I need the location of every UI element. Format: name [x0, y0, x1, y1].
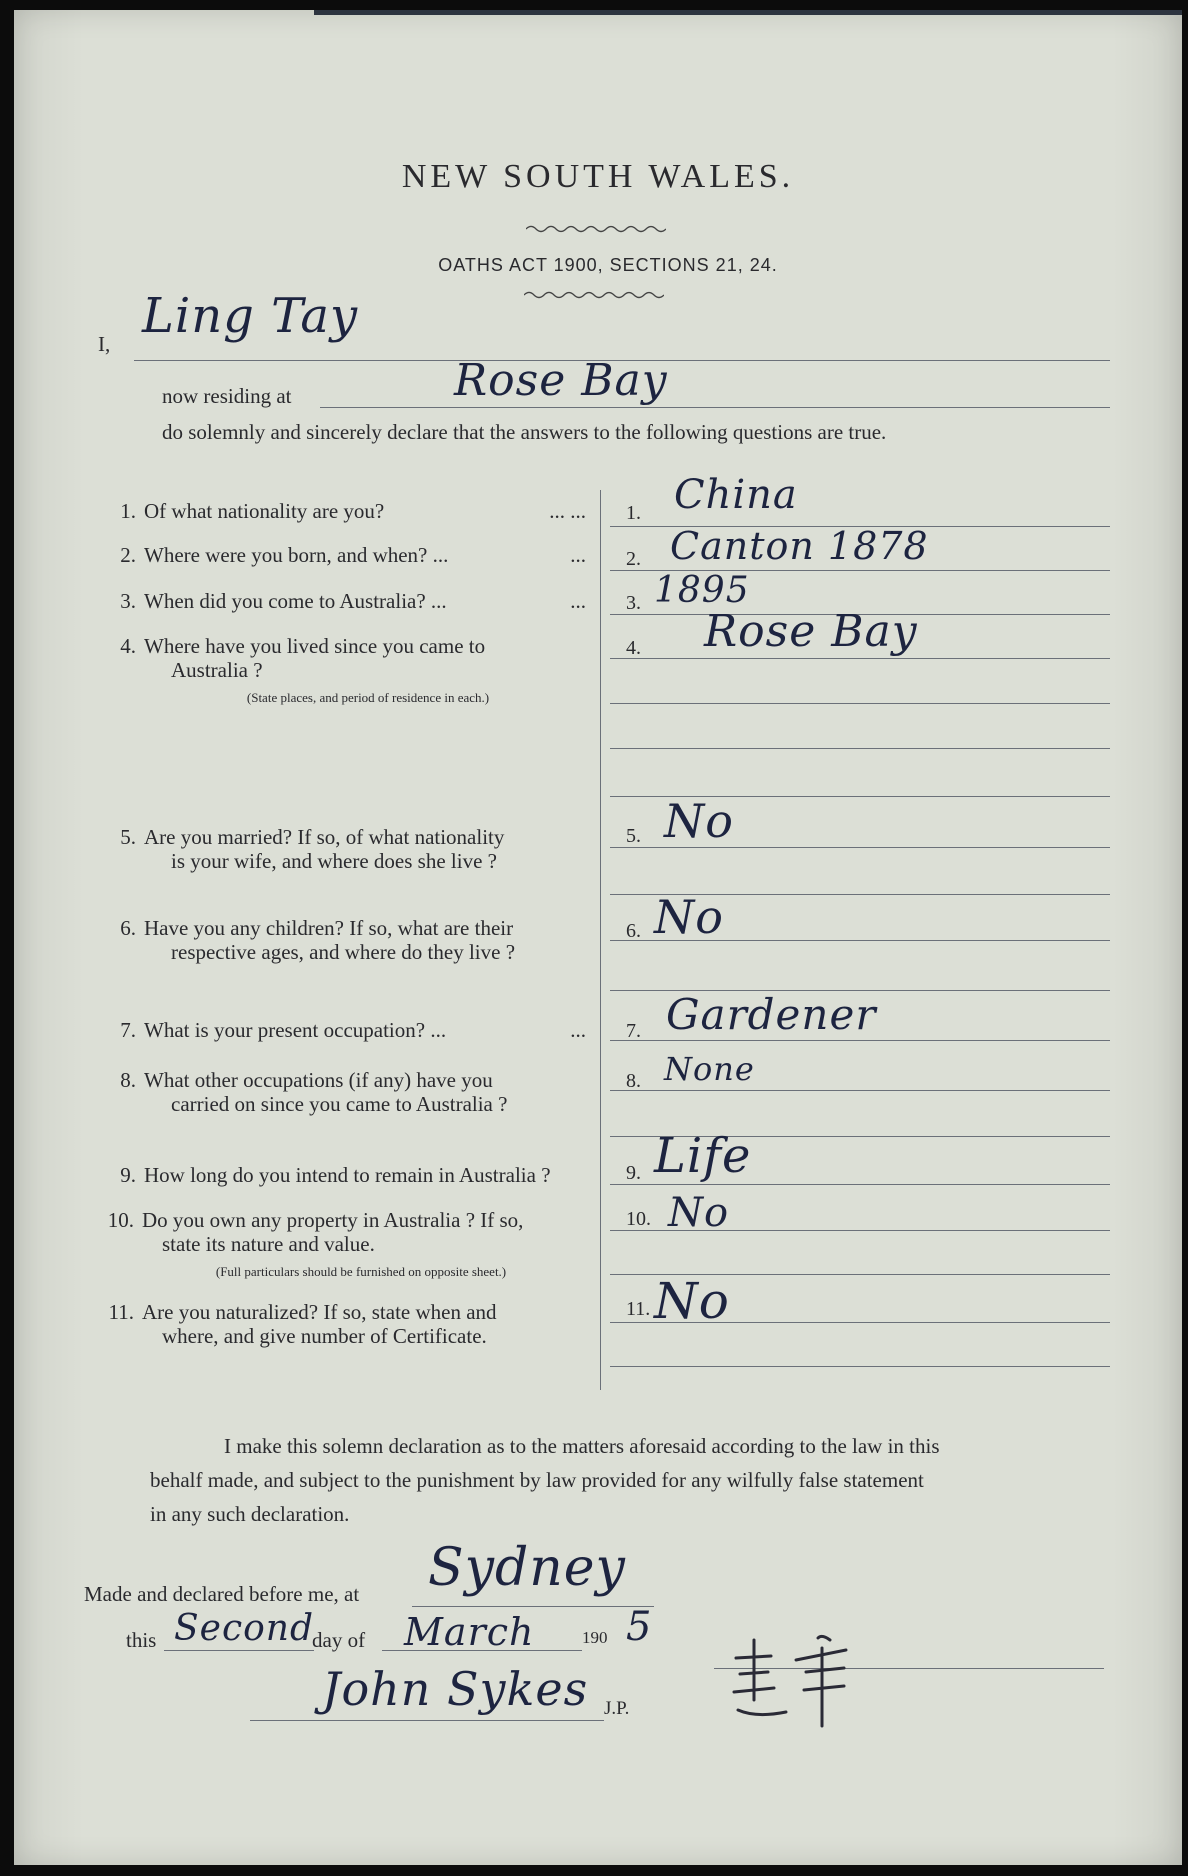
- question-11: 11. Are you naturalized? If so, state when and where, and give number of Certificate.: [108, 1300, 497, 1348]
- answer-num-7: 7.: [626, 1020, 641, 1042]
- answer-line-11b: [610, 1366, 1110, 1367]
- made-month: March: [404, 1610, 535, 1654]
- answer-7: Gardener: [666, 990, 877, 1039]
- made-place: Sydney: [428, 1538, 626, 1598]
- day-line: [164, 1650, 314, 1651]
- declare-text: do solemnly and sincerely declare that the answers to the following questions are true.: [162, 420, 887, 444]
- top-edge: [314, 10, 1182, 15]
- answer-num-10: 10.: [626, 1208, 651, 1230]
- residing-label: now residing at: [162, 384, 292, 408]
- answer-num-5: 5.: [626, 825, 641, 847]
- answer-9: Life: [654, 1128, 752, 1184]
- answer-line-8: [610, 1090, 1110, 1091]
- declaration-line-3: in any such declaration.: [150, 1502, 350, 1526]
- answer-num-4: 4.: [626, 637, 641, 659]
- answer-4: Rose Bay: [704, 606, 918, 657]
- month-line: [382, 1650, 582, 1651]
- answer-11: No: [654, 1272, 730, 1330]
- question-9: 9. How long do you intend to remain in Australia ?: [120, 1163, 551, 1187]
- answer-num-11: 11.: [626, 1298, 651, 1320]
- answer-5: No: [664, 794, 734, 848]
- answer-num-2: 2.: [626, 548, 641, 570]
- answer-line-4c: [610, 748, 1110, 749]
- year-prefix: 190: [582, 1628, 608, 1647]
- answer-line-4: [610, 658, 1110, 659]
- answer-line-4b: [610, 703, 1110, 704]
- answer-3: 1895: [654, 570, 750, 611]
- chinese-signature-mark: [726, 1630, 856, 1730]
- answer-num-1: 1.: [626, 502, 641, 524]
- answer-num-9: 9.: [626, 1162, 641, 1184]
- residence-line: [320, 407, 1110, 408]
- answer-8: None: [664, 1050, 755, 1088]
- act-reference: OATHS ACT 1900, SECTIONS 21, 24.: [438, 255, 778, 275]
- declaration-line-2: behalf made, and subject to the punishment by law provided for any wilfully false statement: [150, 1468, 924, 1492]
- answer-line-9: [610, 1184, 1110, 1185]
- answer-num-6: 6.: [626, 920, 641, 942]
- answer-2: Canton 1878: [670, 524, 929, 568]
- made-label: Made and declared before me, at: [84, 1582, 360, 1606]
- document-page: [14, 10, 1182, 1865]
- residence: Rose Bay: [454, 355, 668, 406]
- ornament-rule-lower: [524, 290, 664, 300]
- declarant-prefix: I,: [98, 332, 111, 356]
- made-day: Second: [174, 1608, 315, 1649]
- answer-10: No: [668, 1190, 730, 1236]
- page-title: NEW SOUTH WALES.: [401, 158, 795, 195]
- place-line: [412, 1606, 654, 1607]
- question-10: 10. Do you own any property in Australia ? If so, state its nature and value. (Full particulars should be furnished on opposite sheet.): [107, 1208, 524, 1279]
- column-divider: [600, 490, 601, 1390]
- answer-num-8: 8.: [626, 1070, 641, 1092]
- signature-line: [250, 1720, 604, 1721]
- declarant-name: Ling Tay: [142, 288, 359, 344]
- jp-label: J.P.: [604, 1698, 630, 1719]
- day-of-label: day of: [312, 1628, 366, 1652]
- question-7: 7. What is your present occupation? ... ...: [120, 1018, 586, 1042]
- question-3: 3. When did you come to Australia? ... ...: [120, 589, 586, 613]
- question-2: 2. Where were you born, and when? ... ...: [120, 543, 586, 567]
- answer-1: China: [674, 472, 798, 518]
- answer-line-7: [610, 1040, 1110, 1041]
- question-5: 5. Are you married? If so, of what nationality is your wife, and where does she live ?: [120, 825, 505, 873]
- question-1: 1. Of what nationality are you? ... ...: [120, 499, 586, 523]
- declaration-line-1: I make this solemn declaration as to the matters aforesaid according to the law in this: [224, 1434, 940, 1458]
- question-6: 6. Have you any children? If so, what are their respective ages, and where do they live ?: [120, 916, 516, 964]
- year-suffix: 5: [626, 1604, 653, 1650]
- ornament-rule: [526, 224, 666, 234]
- this-label: this: [126, 1628, 157, 1652]
- jp-signature: John Sykes: [322, 1662, 589, 1716]
- answer-6: No: [654, 890, 724, 944]
- answer-num-3: 3.: [626, 592, 641, 614]
- question-4: 4. Where have you lived since you came to Australia ? (State places, and period of residence in each.): [120, 634, 490, 705]
- question-8: 8. What other occupations (if any) have you carried on since you came to Australia ?: [120, 1068, 508, 1116]
